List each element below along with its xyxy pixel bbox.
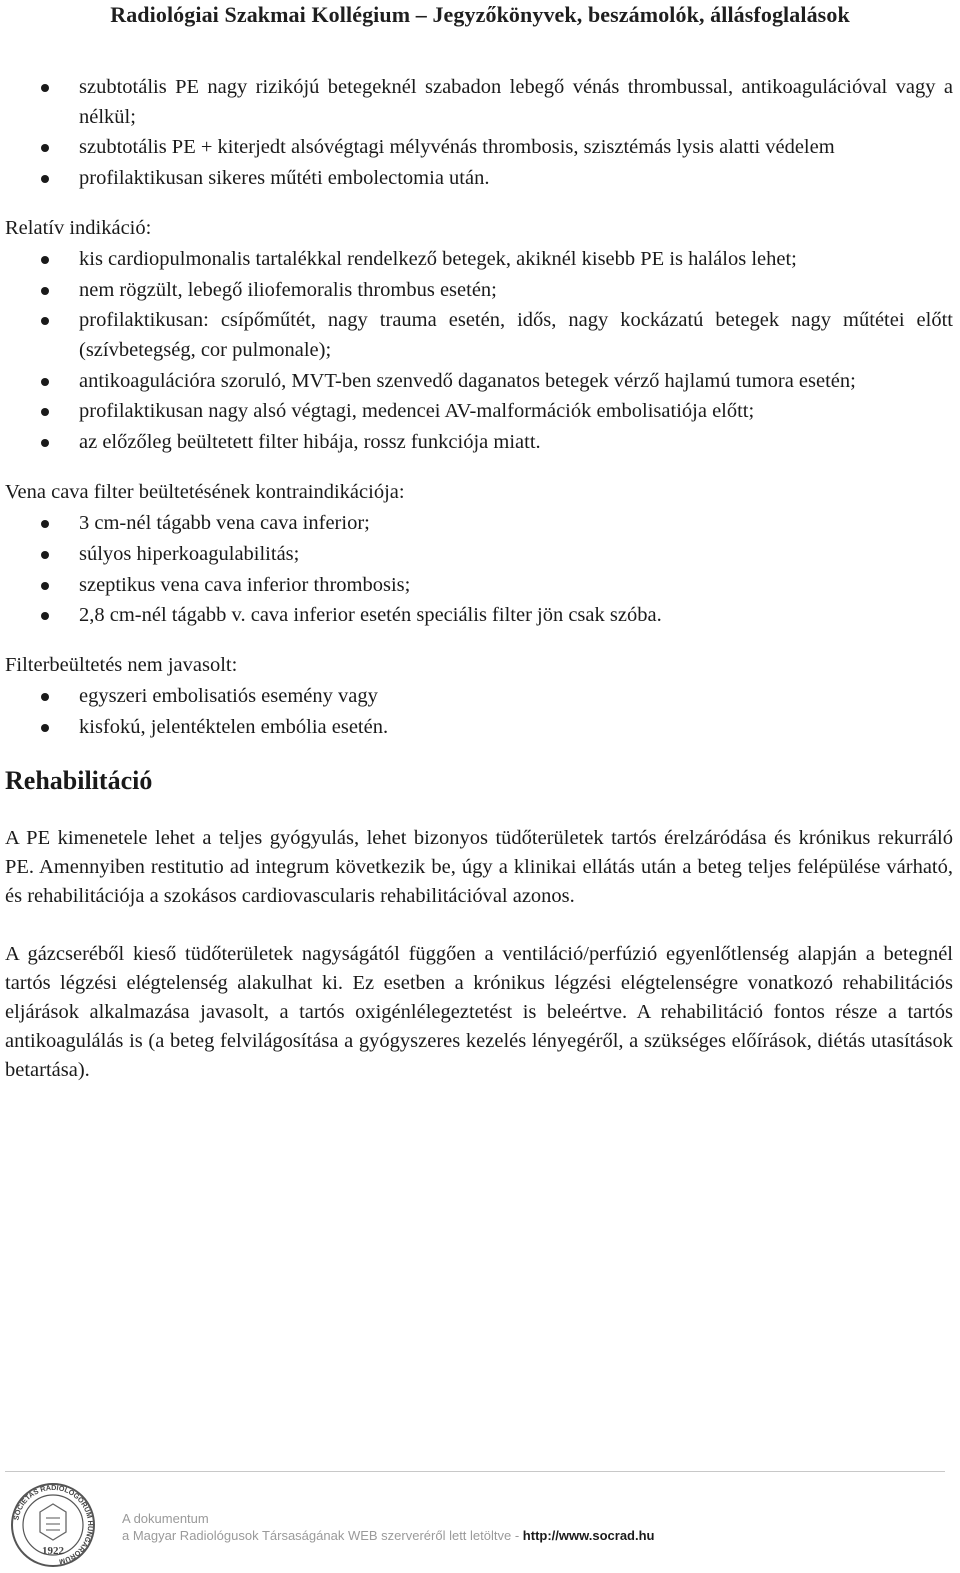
top-bullet-list (5, 73, 953, 193)
bullet-icon (41, 287, 49, 295)
bullet-icon (41, 724, 49, 732)
bullet-icon (41, 175, 49, 183)
page-header-title: Radiológiai Szakmai Kollégium – Jegyzőkönyvek, beszámolók, állásfoglalások (110, 2, 850, 27)
bullet-icon (41, 520, 49, 528)
list-item: szeptikus vena cava inferior thrombosis; (5, 571, 953, 601)
list-item: 2,8 cm-nél tágabb v. cava inferior esetén speciális filter jön csak szóba. (5, 601, 953, 631)
page-header (0, 0, 960, 36)
relative-indication-label: Relatív indikáció: (5, 216, 152, 239)
bullet-icon (41, 551, 49, 559)
list-item: profilaktikusan: csípőműtét, nagy trauma esetén, idős, nagy kockázatú betegek nagy műtétei előtt (szívbetegség, cor pulmonale); (5, 306, 953, 365)
list-item: antikoagulációra szoruló, MVT-ben szenvedő daganatos betegek vérző hajlamú tumora esetén; (5, 367, 953, 397)
list-item: profilaktikusan nagy alsó végtagi, medencei AV-malformációk embolisatiója előtt; (5, 397, 953, 427)
footer-divider (5, 1471, 945, 1472)
bullet-icon (41, 84, 49, 92)
list-item: szubtotális PE + kiterjedt alsóvégtagi mélyvénás thrombosis, szisztémás lysis alatti védelem (5, 133, 953, 163)
bullet-icon (41, 408, 49, 416)
footer-line-2: a Magyar Radiológusok Társaságának WEB szerveréről lett letöltve - http://www.socrad.hu (122, 1528, 655, 1543)
svg-text:1922: 1922 (42, 1545, 64, 1557)
section-heading-rehabilitation: Rehabilitáció (5, 765, 153, 795)
footer-line-1: A dokumentum (122, 1511, 209, 1526)
bullet-icon (41, 439, 49, 447)
bullet-icon (41, 693, 49, 701)
bullet-icon (41, 144, 49, 152)
relative-indication-list (5, 245, 953, 457)
list-item: kisfokú, jelentéktelen embólia esetén. (5, 713, 953, 743)
list-item: kis cardiopulmonalis tartalékkal rendelkező betegek, akiknél kisebb PE is halálos lehet; (5, 245, 953, 275)
list-item: egyszeri embolisatiós esemény vagy (5, 682, 953, 712)
footer-url-link[interactable]: http://www.socrad.hu (522, 1528, 655, 1543)
not-recommended-list (5, 682, 953, 742)
contraindication-label: Vena cava filter beültetésének kontraindikációja: (5, 480, 405, 503)
svg-text:SOCIETAS RADIOLOGORUM HUNGAROR: SOCIETAS RADIOLOGORUM HUNGARORUM (11, 1482, 96, 1567)
bullet-icon (41, 612, 49, 620)
list-item: 3 cm-nél tágabb vena cava inferior; (5, 509, 953, 539)
list-item: profilaktikusan sikeres műtéti embolectomia után. (5, 164, 953, 194)
not-recommended-label: Filterbeültetés nem javasolt: (5, 653, 238, 676)
bullet-icon (41, 317, 49, 325)
bullet-icon (41, 582, 49, 590)
contraindication-list (5, 509, 953, 631)
society-seal-logo (10, 1482, 96, 1568)
document-body (5, 73, 953, 1085)
footer (10, 1482, 940, 1567)
list-item: nem rögzült, lebegő iliofemoralis thrombus esetén; (5, 276, 953, 306)
bullet-icon (41, 378, 49, 386)
list-item: az előzőleg beültetett filter hibája, rossz funkciója miatt. (5, 428, 953, 458)
footer-text (122, 1510, 654, 1544)
list-item: súlyos hiperkoagulabilitás; (5, 540, 953, 570)
rehab-paragraph-1: A PE kimenetele lehet a teljes gyógyulás, lehet bizonyos tüdőterületek tartós érelzáródása és krónikus rekurráló PE. Amennyiben restitutio ad integrum következik be, úgy a klinikai ellátás után a beteg teljes felépülése várható, és rehabilitációja a szokásos cardiovascularis rehabilitációval azonos. (5, 826, 953, 907)
rehab-paragraph-2: A gázcseréből kieső tüdőterületek nagyságától függően a ventiláció/perfúzió egyenlőtlenség alapján a betegnél tartós légzési elégtelenség alakulhat ki. Ez esetben a krónikus légzési elégtelenségre vonatkozó rehabilitációs eljárások alkalmazása javasolt, a tartós oxigénlélegeztetést is beleértve. A rehabilitáció fontos része a tartós antikoagulálás is (a beteg felvilágosítása a gyógyszeres kezelés lényegéről, a szükséges előírások, diétás utasítások betartása). (5, 942, 953, 1081)
list-item: szubtotális PE nagy rizikójú betegeknél szabadon lebegő vénás thrombussal, antikoagulációval vagy a nélkül; (5, 73, 953, 132)
bullet-icon (41, 256, 49, 264)
